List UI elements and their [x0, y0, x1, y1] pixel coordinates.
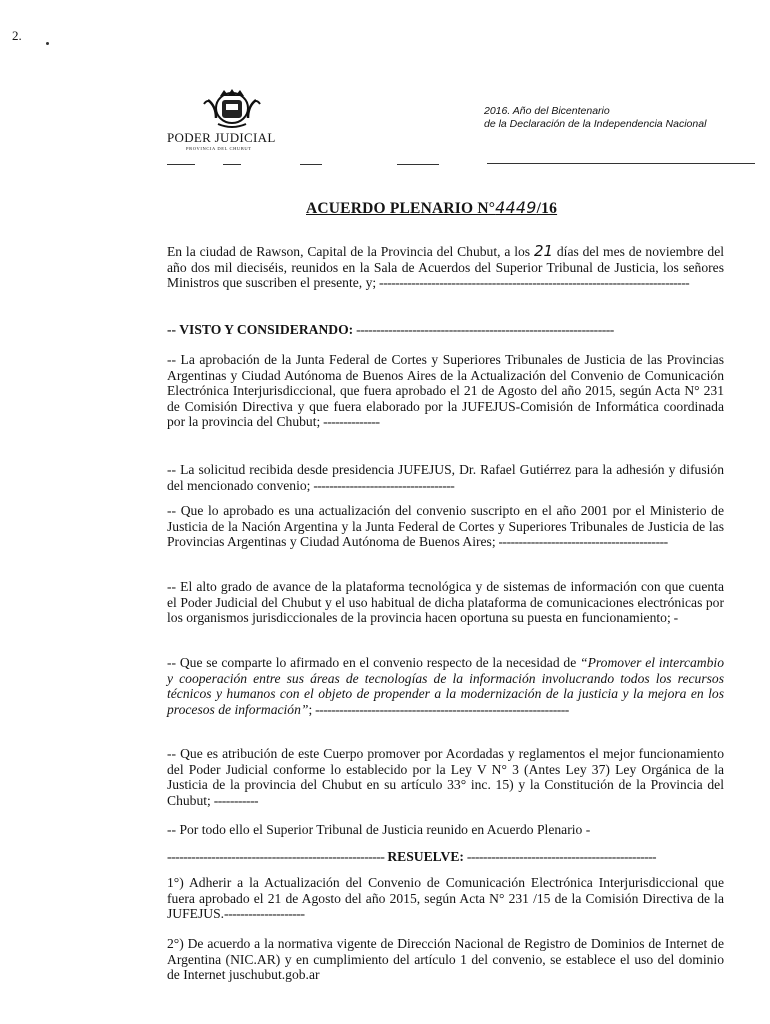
considerando-paragraph: -- Que lo aprobado es una actualización del convenio suscripto en el año 2001 por el Ministerio de Justicia de la Nación Argentina y la Junta Federal de Cortes y Superiores Tribunales de Justicia de las Provincias Argentinas y Ciudad Autónoma de Buenos Aires; ------------------------------------------ [167, 503, 724, 549]
coat-of-arms-icon [202, 86, 262, 130]
visto-heading: -- VISTO Y CONSIDERANDO: ---------------------------------------------------------------- [167, 322, 614, 337]
header-rule-segment [223, 164, 241, 165]
page-corner-mark: 2. [12, 28, 22, 43]
articulo-paragraph: 1°) Adherir a la Actualización del Convenio de Comunicación Electrónica Interjurisdiccional que fuera aprobado el 21 de Agosto del año 2015, según Acta N° 231 /15 de la Comisión Directiva de la JUFEJUS.-------------------- [167, 875, 724, 921]
document-title [306, 198, 557, 218]
resuelve-heading: ------------------------------------------------------ RESUELVE: ----------------------------------------------- [167, 849, 657, 864]
atribucion-paragraph: -- Que es atribución de este Cuerpo promover por Acordadas y reglamentos el mejor funcionamiento del Poder Judicial conforme lo establecido por la Ley V N° 3 (Antes Ley 37) Ley Orgánica de la Justicia de la provincia del Chubut en su artículo 33° inc. 15) y la Constitución de la Provincia del Chubut; ----------- [167, 746, 724, 808]
header-rule-segment [300, 164, 322, 165]
handwritten-day: 21 [533, 242, 554, 260]
quote-paragraph: -- Que se comparte lo afirmado en el convenio respecto de la necesidad de “Promover el intercambio y cooperación entre sus áreas de tecnologías de la información involucrando todos los recursos técnicos y humanos con el objeto de propender a la modernización de la justicia y la mejora en los procesos de información”; --------------------------------------------------------------- [167, 655, 724, 717]
considerando-paragraph: -- La solicitud recibida desde presidencia JUFEJUS, Dr. Rafael Gutiérrez para la adhesión y difusión del mencionado convenio; ----------------------------------- [167, 462, 724, 493]
header-rule [487, 163, 755, 164]
por-todo-line: -- Por todo ello el Superior Tribunal de Justicia reunido en Acuerdo Plenario - [167, 822, 591, 837]
header-rule-segment [397, 164, 439, 165]
handwritten-agreement-number: 4449 [495, 198, 537, 217]
organization-subtitle: PROVINCIA DEL CHUBUT [186, 146, 252, 151]
intro-paragraph: En la ciudad de Rawson, Capital de la Provincia del Chubut, a los 21 días del mes de noviembre del año dos mil dieciséis, reunidos en la Sala de Acuerdos del Superior Tribunal de Justicia, los señores Ministros que suscriben el presente, y; ----------------------------------------------------------------------------- [167, 242, 725, 290]
organization-name: PODER JUDICIAL [167, 130, 276, 145]
scan-speck [46, 42, 49, 45]
articulo-paragraph: 2°) De acuerdo a la normativa vigente de Dirección Nacional de Registro de Dominios de Internet de Argentina (NIC.AR) y en cumplimiento del artículo 1 del convenio, se establece el uso del dominio de Internet juschubut.gob.ar [167, 936, 724, 982]
year-line-2: de la Declaración de la Independencia Nacional [484, 118, 707, 130]
year-line-1: 2016. Año del Bicentenario [484, 105, 610, 117]
header-rule-segment [167, 164, 195, 165]
title-prefix: ACUERDO PLENARIO N° [306, 200, 496, 217]
commemorative-year-text [484, 105, 706, 131]
considerando-paragraph: -- La aprobación de la Junta Federal de Cortes y Superiores Tribunales de Justicia de las Provincias Argentinas y Ciudad Autónoma de Buenos Aires de la Actualización del Convenio de Comunicación Electrónica Interjurisdiccional, que fuera aprobado el 21 de Agosto del año 2015, según Acta N° 231 de Comisión Directiva y que fuera elaborado por la JUFEJUS-Comisión de Informática coordinada por la provincia del Chubut; -------------- [167, 352, 724, 429]
considerando-paragraph: -- El alto grado de avance de la plataforma tecnológica y de sistemas de información con que cuenta el Poder Judicial del Chubut y el uso habitual de dicha plataforma de comunicaciones electrónicas por los organismos jurisdiccionales de la provincia hacen oportuna su puesta en funcionamiento; - [167, 579, 724, 625]
title-suffix: /16 [536, 200, 558, 217]
convenio-quote: “Promover el intercambio y cooperación entre sus áreas de tecnologías de la información involucrando todos los recursos técnicos y humanos con el objeto de propender a la modernización de la justicia y la mejora en los procesos de información” [167, 655, 724, 717]
